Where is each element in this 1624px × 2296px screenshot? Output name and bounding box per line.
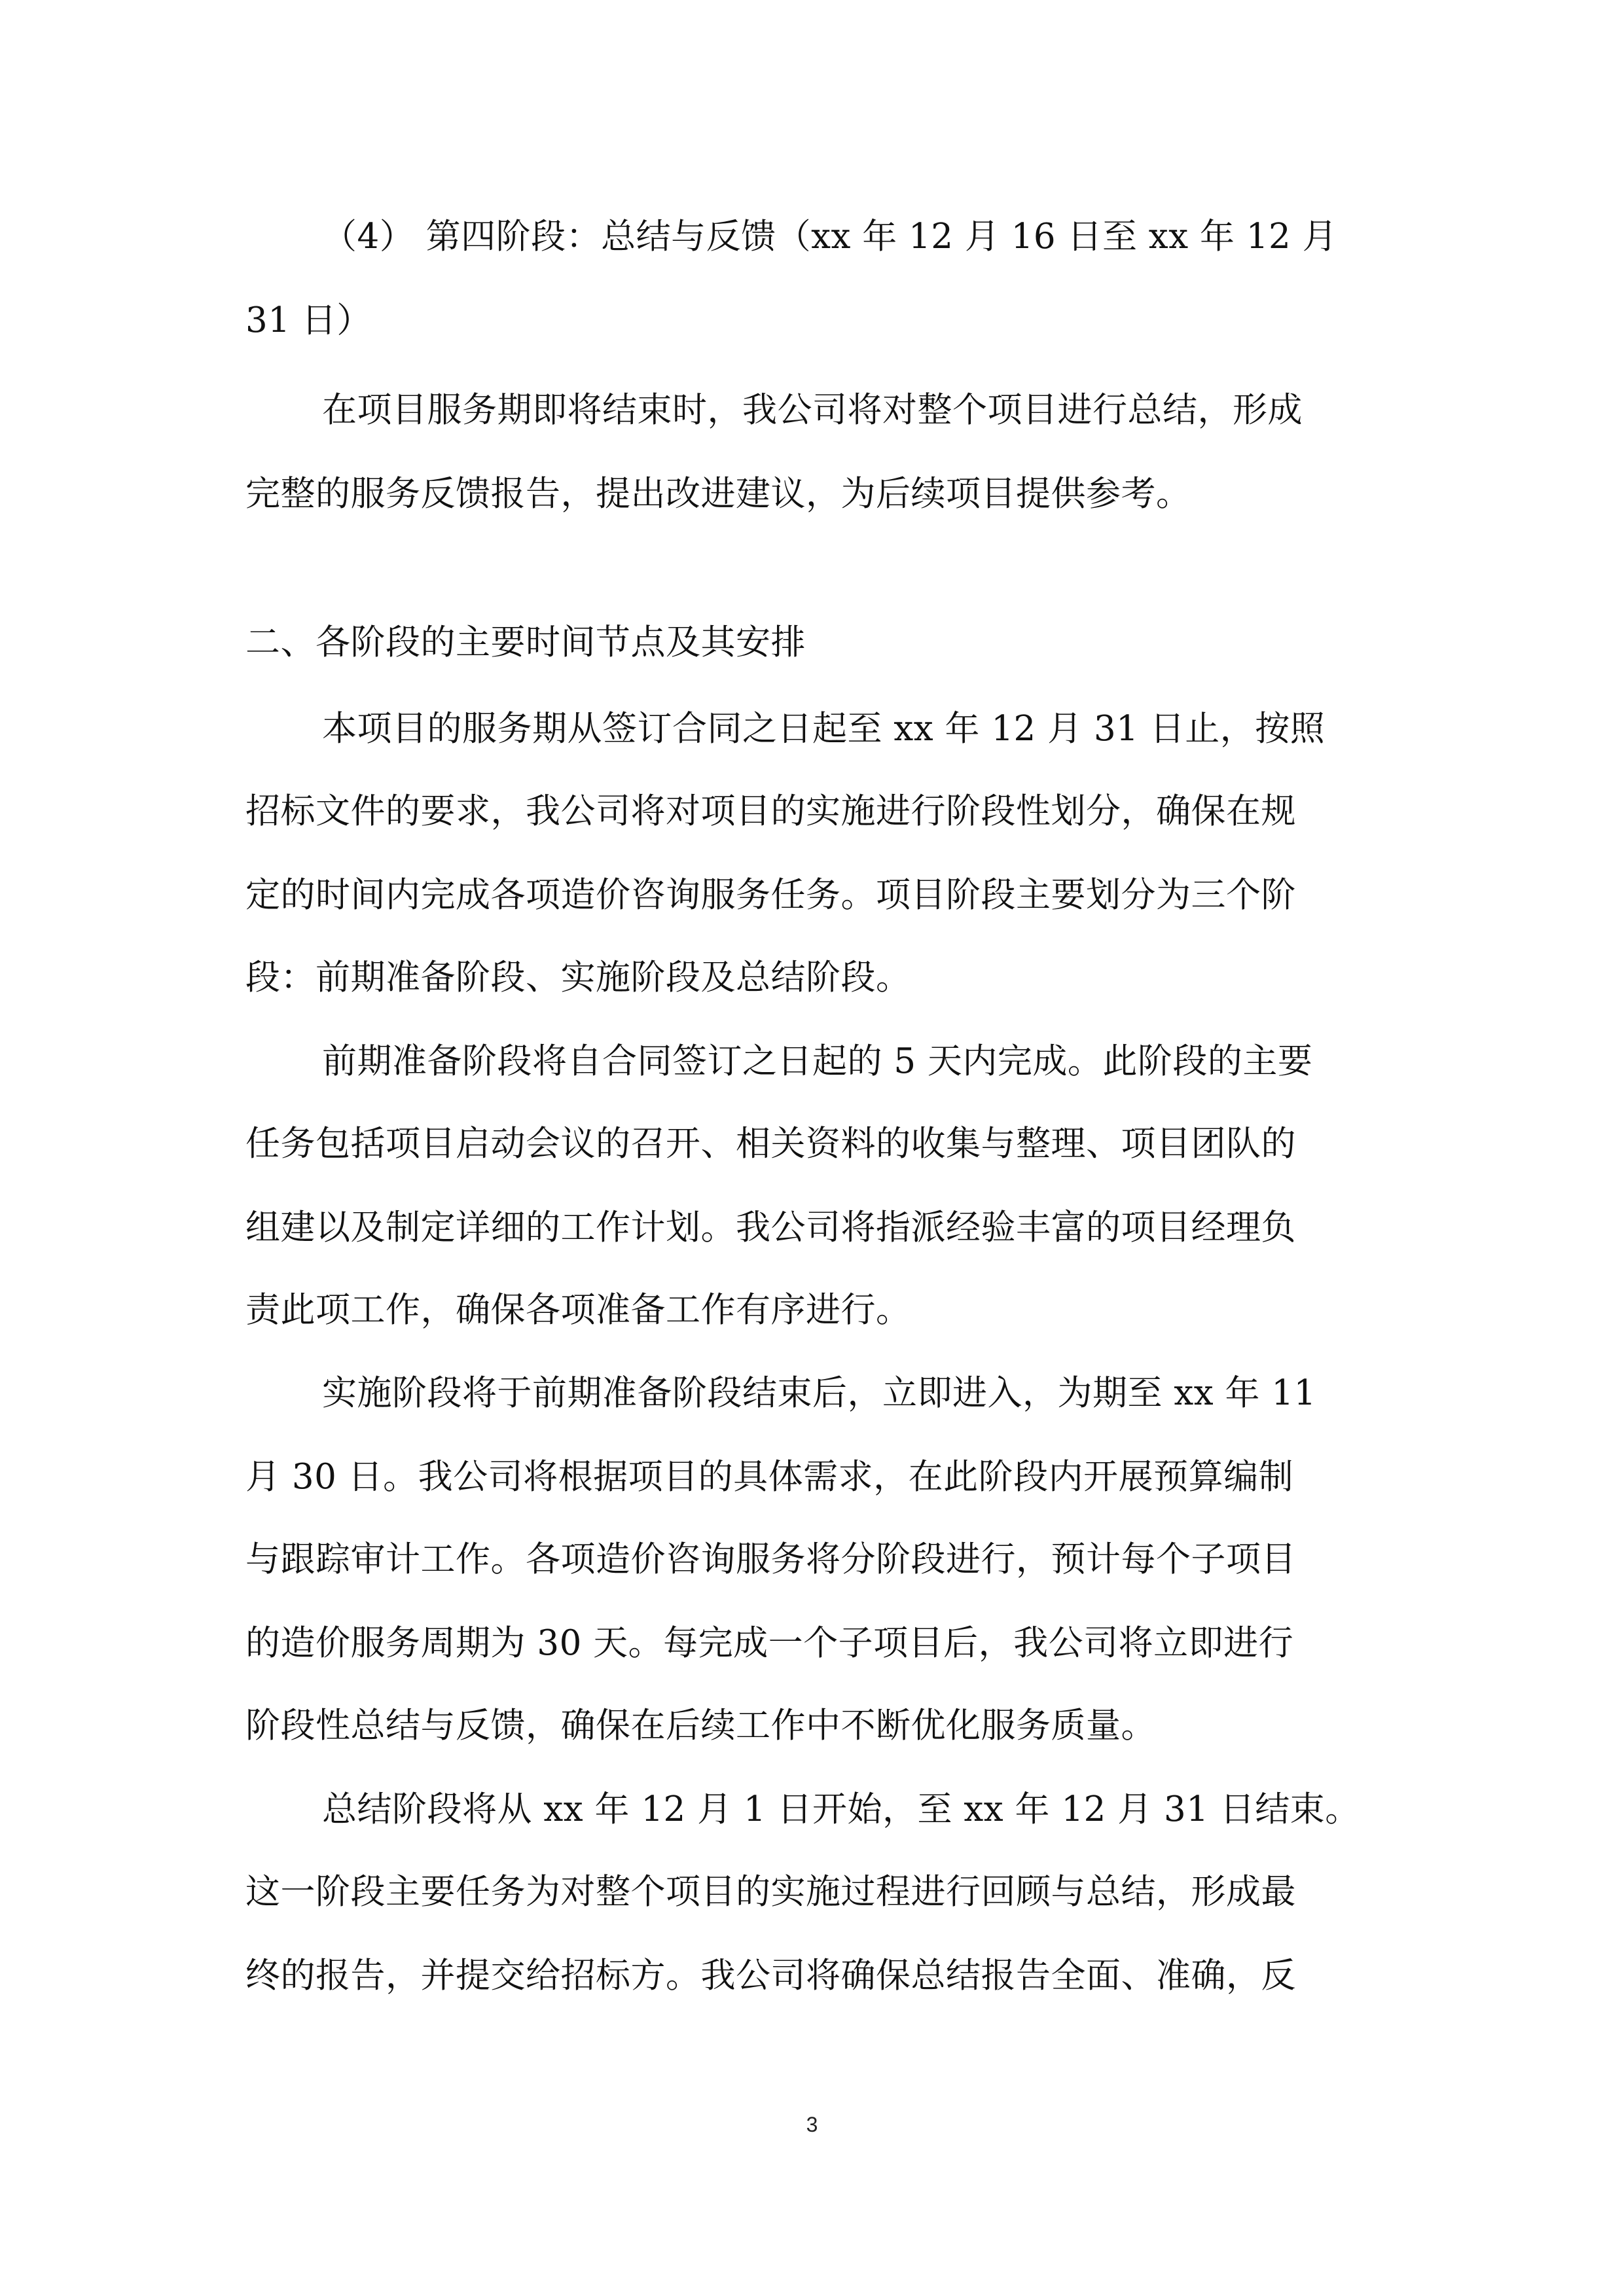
paragraph-line: 招标文件的要求，我公司将对项目的实施进行阶段性划分，确保在规 (245, 791, 1296, 831)
section4-paragraph-line: 在项目服务期即将结束时，我公司将对整个项目进行总结，形成 (322, 390, 1303, 430)
paragraph-line: 责此项工作，确保各项准备工作有序进行。 (245, 1290, 911, 1330)
paragraph-line: 终的报告，并提交给招标方。我公司将确保总结报告全面、准确，反 (245, 1956, 1296, 1996)
paragraph-line: 总结阶段将从 xx 年 12 月 1 日开始，至 xx 年 12 月 31 日结束。 (322, 1789, 1360, 1829)
paragraph-line: 月 30 日。我公司将根据项目的具体需求，在此阶段内开展预算编制 (245, 1457, 1294, 1497)
paragraph-line: 段：前期准备阶段、实施阶段及总结阶段。 (245, 958, 911, 997)
paragraph-line: 与跟踪审计工作。各项造价咨询服务将分阶段进行，预计每个子项目 (245, 1539, 1296, 1579)
paragraph-line: 实施阶段将于前期准备阶段结束后，立即进入，为期至 xx 年 11 (322, 1373, 1316, 1413)
section4-heading-line1: （4） 第四阶段：总结与反馈（xx 年 12 月 16 日至 xx 年 12 月 (322, 217, 1338, 257)
section4-heading-line2: 31 日） (245, 300, 372, 340)
paragraph-line: 定的时间内完成各项造价咨询服务任务。项目阶段主要划分为三个阶 (245, 875, 1296, 915)
paragraph-line: 的造价服务周期为 30 天。每完成一个子项目后，我公司将立即进行 (245, 1623, 1294, 1663)
paragraph-line: 本项目的服务期从签订合同之日起至 xx 年 12 月 31 日止，按照 (322, 709, 1326, 749)
page-number: 3 (806, 2113, 818, 2136)
paragraph-line: 任务包括项目启动会议的召开、相关资料的收集与整理、项目团队的 (245, 1124, 1296, 1164)
paragraph-line: 组建以及制定详细的工作计划。我公司将指派经验丰富的项目经理负 (245, 1208, 1296, 1247)
paragraph-line: 前期准备阶段将自合同签订之日起的 5 天内完成。此阶段的主要 (322, 1041, 1313, 1081)
section4-paragraph-line: 完整的服务反馈报告，提出改进建议，为后续项目提供参考。 (245, 474, 1191, 514)
section2-heading: 二、各阶段的主要时间节点及其安排 (245, 622, 806, 662)
paragraph-line: 这一阶段主要任务为对整个项目的实施过程进行回顾与总结，形成最 (245, 1872, 1296, 1912)
paragraph-line: 阶段性总结与反馈，确保在后续工作中不断优化服务质量。 (245, 1706, 1156, 1746)
